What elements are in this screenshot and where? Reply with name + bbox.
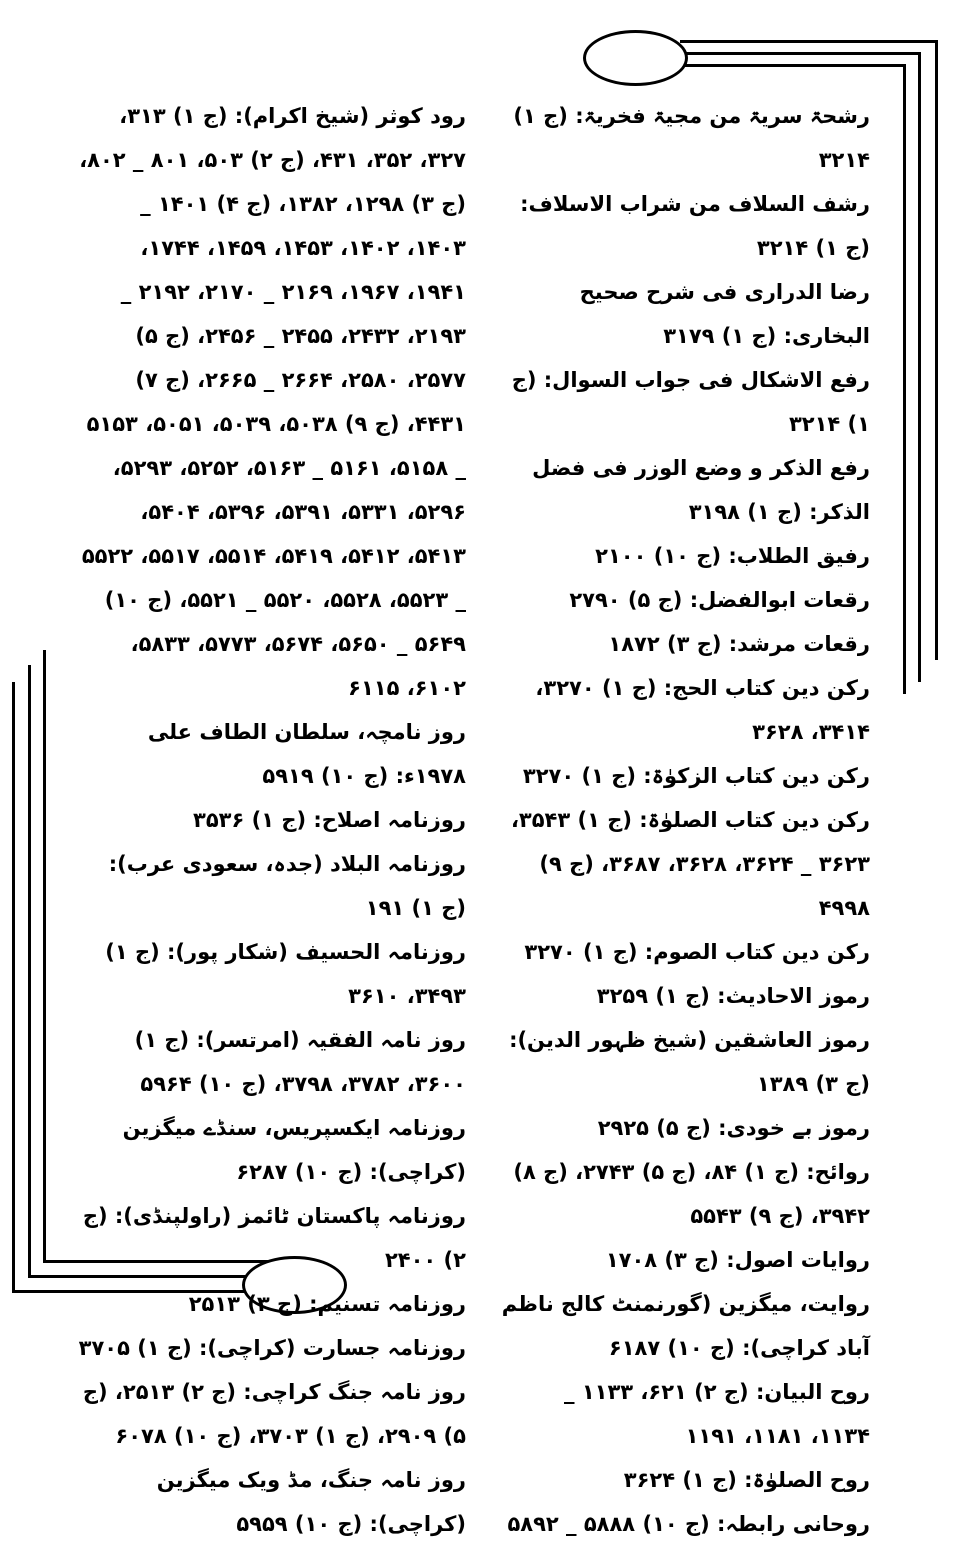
index-entry: رود کوثر (شیخ اکرام): (ج ۱) ۳۱۳، ۳۲۷، ۳۵۲، ۴۳۱، (ج ۲) ۵۰۳، ۸۰۱ _ ۸۰۲، (ج ۳) ۱۲۹۸، ۱۳۸۲، (ج ۴) ۱۴۰۱ _ ۱۴۰۳، ۱۴۰۲، ۱۴۵۳، ۱۴۵۹، ۱۷۴۴، ۱۹۴۱، ۱۹۶۷، ۲۱۶۹ _ ۲۱۷۰، ۲۱۹۲ _ ۲۱۹۳، ۲۴۳۲، ۲۴۵۵ _ ۲۴۵۶، (ج ۵) ۲۵۷۷، ۲۵۸۰، ۲۶۶۴ _ ۲۶۶۵، (ج ۷) ۴۴۳۱، (ج ۹) ۵۰۳۸، ۵۰۳۹، ۵۰۵۱، ۵۱۵۳ _ ۵۱۵۸، ۵۱۶۱ _ ۵۱۶۳، ۵۲۵۲، ۵۲۹۳، ۵۲۹۶، ۵۳۳۱، ۵۳۹۱، ۵۳۹۶، ۵۴۰۴، ۵۴۱۳، ۵۴۱۲، ۵۴۱۹، ۵۵۱۴، ۵۵۱۷، ۵۵۲۲ _ ۵۵۲۳، ۵۵۲۸، ۵۵۲۰ _ ۵۵۲۱، (ج ۱۰) ۵۶۴۹ _ ۵۶۵۰، ۵۶۷۴، ۵۷۷۳، ۵۸۳۳، ۶۱۰۲، ۶۱۱۵ [79, 104, 466, 700]
index-column-right [498, 94, 870, 1546]
index-entry: روز نامہ الفقیہ (امرتسر): (ج ۱) ۳۶۰۰، ۳۷۸۲، ۳۷۹۸، (ج ۱۰) ۵۹۶۴ [134, 1028, 466, 1096]
index-entry: روزنامہ الحسیف (شکار پور): (ج ۱) ۳۴۹۳، ۳۶۱۰ [105, 940, 466, 1008]
index-entry: روزنامہ البلاد (جدہ، سعودی عرب): (ج ۱) ۱۹۱ [108, 852, 466, 920]
index-entry: روایات اصول: (ج ۳) ۱۷۰۸ [605, 1248, 870, 1272]
frame-top-line-middle [680, 52, 921, 55]
top-decorative-oval [583, 30, 688, 86]
frame-left-line-middle [28, 665, 31, 1277]
index-entry: روایت، میگزین (گورنمنٹ کالج ناظم آباد کراچی): (ج ۱۰) ۶۱۸۷ [501, 1292, 870, 1360]
index-entry: رضا الدراری فی شرح صحیح البخاری: (ج ۱) ۳۱۷۹ [579, 280, 870, 348]
frame-right-line-outer [935, 40, 938, 660]
index-entry: رشحۃ سریۃ من مجیۃ فخریۃ: (ج ۱) ۳۲۱۴ [513, 104, 870, 172]
frame-right-line-middle [918, 52, 921, 682]
index-entry: رکن دین کتاب الصوم: (ج ۱) ۳۲۷۰ [524, 940, 870, 964]
index-entry: رفیق الطلاب: (ج ۱۰) ۲۱۰۰ [595, 544, 870, 568]
index-entry: روز نامچہ، سلطان الطاف علی ۱۹۷۸ء: (ج ۱۰) ۵۹۱۹ [147, 720, 466, 788]
index-entry: رشف السلاف من شراب الاسلاف: (ج ۱) ۳۲۱۴ [520, 192, 870, 260]
frame-right-line-inner [903, 64, 906, 694]
index-entry: روح الصلوٰۃ: (ج ۱) ۳۶۲۴ [623, 1468, 870, 1492]
index-entry: روحانی رابطہ: (ج ۱۰) ۵۸۸۸ _ ۵۸۹۲ [507, 1512, 870, 1536]
index-entry: رفع الاشکال فی جواب السوال: (ج ۱) ۳۲۱۴ [511, 368, 870, 436]
index-entry: رکن دین کتاب الصلوٰۃ: (ج ۱) ۳۵۴۳، ۳۶۲۳ _ ۳۶۲۴، ۳۶۲۸، ۳۶۸۷، (ج ۹) ۴۹۹۸ [510, 808, 870, 920]
index-entry: رموز الاحادیث: (ج ۱) ۳۲۵۹ [596, 984, 870, 1008]
index-entry: روائح: (ج ۱) ۸۴، (ج ۵) ۲۷۴۳، (ج ۸) ۳۹۴۲، (ج ۹) ۵۵۴۳ [513, 1160, 870, 1228]
index-entry: رکن دین کتاب الحج: (ج ۱) ۳۲۷۰، ۳۴۱۴، ۳۶۲۸ [535, 676, 870, 744]
index-entry: روزنامہ جسارت (کراچی): (ج ۱) ۳۷۰۵ [78, 1336, 466, 1360]
frame-top-line-inner [680, 64, 906, 67]
index-entry: رموز العاشقین (شیخ ظہور الدین): (ج ۳) ۱۳۸۹ [509, 1028, 870, 1096]
index-entry: روز نامہ جنگ، مڈ ویک میگزین (کراچی): (ج ۱۰) ۵۹۵۹ [156, 1468, 466, 1536]
frame-left-line-inner [43, 650, 46, 1262]
index-entry: روزنامہ پاکستان ٹائمز (راولپنڈی): (ج ۲) ۲۴۰۰ [82, 1204, 466, 1272]
index-entry: رموز بے خودی: (ج ۵) ۲۹۲۵ [597, 1116, 870, 1140]
index-entry: رفع الذکر و وضع الوزر فی فضل الذکر: (ج ۱) ۳۱۹۸ [532, 456, 870, 524]
index-entry: روزنامہ تسنیم: (ج ۳) ۲۵۱۳ [188, 1292, 466, 1316]
frame-top-line-outer [680, 40, 938, 43]
index-entry: روح البیان: (ج ۲) ۶۲۱، ۱۱۳۳ _ ۱۱۳۴، ۱۱۸۱، ۱۱۹۱ [564, 1380, 870, 1448]
index-entry: رقعات مرشد: (ج ۳) ۱۸۷۲ [608, 632, 870, 656]
index-entry: رکن دین کتاب الزکوٰۃ: (ج ۱) ۳۲۷۰ [522, 764, 870, 788]
frame-left-line-outer [12, 682, 15, 1292]
index-entry: رقعات ابوالفضل: (ج ۵) ۲۷۹۰ [569, 588, 870, 612]
index-entry: روز نامہ جنگ کراچی: (ج ۲) ۲۵۱۳، (ج ۵) ۲۹۰۹، (ج ۱) ۳۷۰۳، (ج ۱۰) ۶۰۷۸ [82, 1380, 466, 1448]
index-column-left [78, 94, 466, 1546]
index-entry: روزنامہ اصلاح: (ج ۱) ۳۵۳۶ [193, 808, 466, 832]
index-entry: روزنامہ ایکسپریس، سنڈے میگزین (کراچی): (ج ۱۰) ۶۲۸۷ [122, 1116, 466, 1184]
